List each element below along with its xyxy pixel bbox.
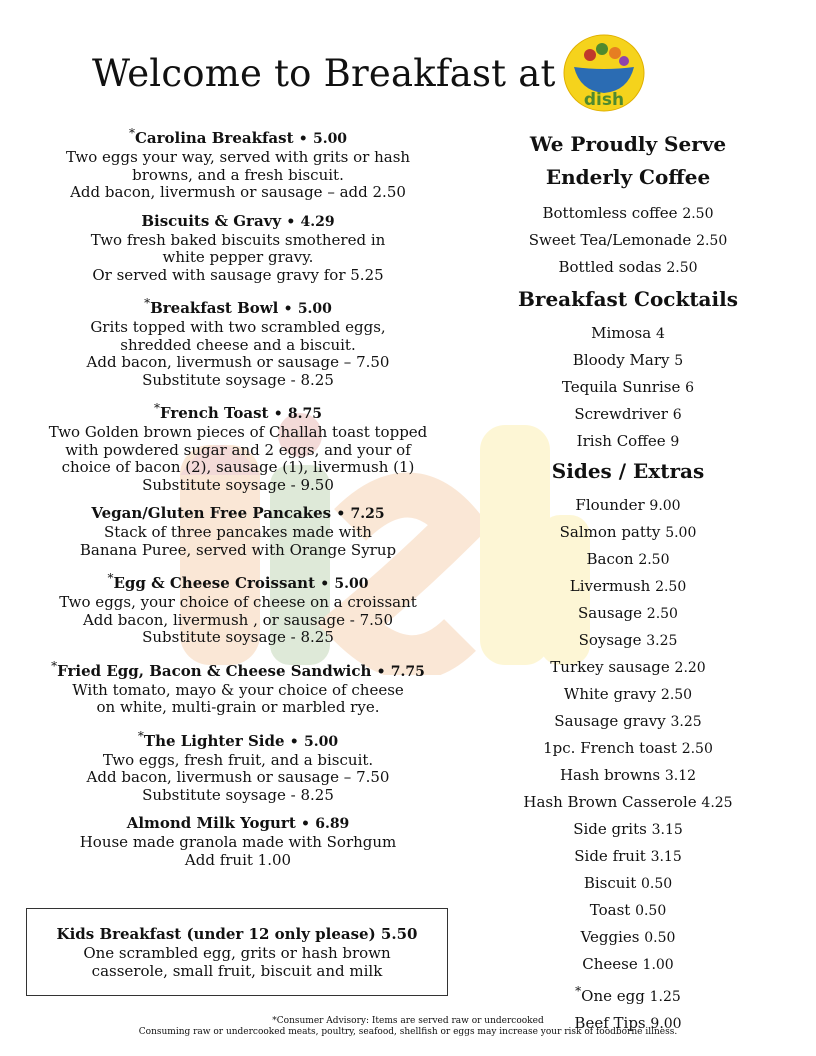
menu-item-description: browns, and a fresh biscuit. bbox=[132, 165, 344, 184]
price-list-item bbox=[508, 320, 748, 347]
menu-item-heading bbox=[24, 294, 452, 319]
price-list-item bbox=[508, 200, 748, 227]
menu-item-description: Add bacon, livermush or sausage – 7.50 bbox=[86, 768, 390, 786]
menu-item bbox=[24, 124, 452, 202]
price-list-item-price: 1.00 bbox=[642, 957, 674, 973]
menu-item-description: choice of bacon (2), sausage (1), livermush (1) bbox=[61, 458, 415, 476]
bullet-separator: • bbox=[298, 131, 308, 147]
price-list-item-price: 0.50 bbox=[641, 876, 673, 892]
price-list-item bbox=[508, 924, 748, 951]
menu-item-description: Two eggs, your choice of cheese on a croissant bbox=[59, 593, 417, 611]
menu-item bbox=[24, 814, 452, 869]
price-list-item-price: 9.00 bbox=[650, 1016, 682, 1032]
price-list-item-name: Side grits bbox=[573, 820, 647, 838]
price-list-item-price: 3.25 bbox=[646, 633, 678, 649]
menu-item-description: white pepper gravy. bbox=[162, 248, 314, 266]
menu-item-price: 5.00 bbox=[334, 576, 369, 592]
drinks-list bbox=[508, 200, 748, 281]
menu-item-price: 6.89 bbox=[315, 816, 350, 832]
price-list-item-price: 2.50 bbox=[638, 552, 670, 568]
coffee-heading: We Proudly Serve bbox=[529, 132, 727, 156]
menu-item bbox=[24, 504, 452, 559]
menu-item-price: 5.00 bbox=[312, 131, 348, 147]
menu-item-heading bbox=[24, 569, 452, 594]
advisory-star: * bbox=[128, 126, 135, 140]
price-list-item bbox=[508, 573, 748, 600]
menu-item-heading bbox=[24, 124, 452, 149]
price-list-item-price: 4 bbox=[655, 326, 665, 342]
menu-item-heading bbox=[24, 212, 452, 232]
breakfast-items-column bbox=[24, 124, 452, 879]
price-list-item-price: 3.12 bbox=[664, 768, 697, 784]
kids-breakfast-line: casserole, small fruit, biscuit and milk bbox=[91, 962, 383, 980]
menu-item-description: Add bacon, livermush , or sausage - 7.50 bbox=[82, 610, 394, 629]
menu-item-description: Two eggs, fresh fruit, and a biscuit. bbox=[102, 750, 374, 769]
price-list-item-name: Turkey sausage bbox=[550, 658, 670, 676]
price-list-item-name: Soysage bbox=[578, 631, 642, 649]
price-list-item bbox=[508, 897, 748, 924]
menu-item-description: Two fresh baked biscuits smothered in bbox=[90, 230, 386, 249]
price-list-item-name: Bacon bbox=[586, 550, 634, 568]
price-list-item-price: 2.20 bbox=[674, 660, 706, 676]
page-title: Welcome to Breakfast at bbox=[92, 52, 556, 95]
menu-item-price: 7.75 bbox=[390, 663, 425, 680]
cocktails-heading: Breakfast Cocktails bbox=[518, 287, 738, 311]
price-list-item-name: Bloody Mary bbox=[572, 351, 670, 369]
advisory-star: * bbox=[144, 296, 151, 310]
menu-item-name: The Lighter Side bbox=[143, 731, 285, 750]
price-list-item-name: Cheese bbox=[582, 955, 638, 973]
price-list-item-name: 1pc. French toast bbox=[543, 739, 677, 757]
menu-item-description: Two Golden brown pieces of Challah toast topped bbox=[48, 423, 428, 441]
advisory-star: * bbox=[575, 984, 582, 998]
menu-item-description: Banana Puree, served with Orange Syrup bbox=[79, 540, 397, 559]
advisory-star: * bbox=[153, 401, 160, 415]
price-list-item-name: Veggies bbox=[580, 928, 640, 946]
price-list-item-price: 5.00 bbox=[665, 525, 697, 541]
price-list-item-price: 3.15 bbox=[650, 849, 682, 865]
menu-item-name: Carolina Breakfast bbox=[134, 129, 294, 147]
price-list-item-name: Biscuit bbox=[583, 874, 637, 892]
menu-item-heading bbox=[24, 399, 452, 424]
price-list-item-price: 3.25 bbox=[670, 714, 702, 730]
advisory-star: * bbox=[137, 728, 144, 743]
menu-item-name: Breakfast Bowl bbox=[150, 299, 279, 317]
menu-item-description: Substitute soysage - 8.25 bbox=[142, 628, 334, 646]
menu-item bbox=[24, 294, 452, 389]
logo-text: dish bbox=[583, 90, 625, 110]
menu-item-name: Fried Egg, Bacon & Cheese Sandwich bbox=[57, 661, 372, 680]
price-list-item-name: Bottled sodas bbox=[558, 258, 662, 276]
advisory-line: Consuming raw or undercooked meats, poultry, seafood, shellfish or eggs may increase your risk of foodborne illness. bbox=[138, 1027, 678, 1037]
menu-item-description: Substitute soysage - 9.50 bbox=[142, 475, 334, 494]
menu-item-description: House made granola made with Sorhgum bbox=[79, 833, 397, 851]
menu-item-price: 8.75 bbox=[287, 406, 323, 422]
price-list-item-price: 1.25 bbox=[649, 989, 681, 1005]
price-list-item-price: 2.50 bbox=[696, 233, 728, 249]
menu-item bbox=[24, 727, 452, 805]
menu-item-price: 5.00 bbox=[303, 733, 339, 750]
bullet-separator: • bbox=[283, 301, 293, 317]
bullet-separator: • bbox=[301, 816, 310, 832]
menu-item-description: Or served with sausage gravy for 5.25 bbox=[92, 265, 384, 284]
price-list-item bbox=[508, 870, 748, 897]
price-list-item bbox=[508, 708, 748, 735]
price-list-item-price: 3.15 bbox=[651, 822, 683, 838]
price-list-item-name: Bottomless coffee bbox=[542, 204, 678, 222]
menu-item-price: 5.00 bbox=[297, 301, 332, 317]
menu-item bbox=[24, 399, 452, 494]
menu-item-description: on white, multi-grain or marbled rye. bbox=[96, 698, 380, 716]
bullet-separator: • bbox=[320, 576, 330, 592]
price-list-item-price: 2.50 bbox=[666, 260, 698, 276]
kids-breakfast-line: One scrambled egg, grits or hash brown bbox=[83, 944, 391, 962]
price-list-item-price: 0.50 bbox=[635, 903, 667, 919]
bullet-separator: • bbox=[376, 663, 386, 680]
price-list-item-price: 9 bbox=[670, 434, 680, 450]
menu-item-name: Biscuits & Gravy bbox=[141, 211, 282, 230]
bullet-separator: • bbox=[336, 506, 346, 522]
menu-item-description: Add bacon, livermush or sausage – 7.50 bbox=[86, 353, 390, 371]
price-list-item bbox=[508, 951, 748, 978]
price-list-item-name: Beef Tips bbox=[574, 1014, 646, 1032]
advisory-line: *Consumer Advisory: Items are served raw or undercooked bbox=[272, 1016, 544, 1026]
price-list-item bbox=[508, 627, 748, 654]
price-list-item bbox=[508, 492, 748, 519]
price-list-item-name: Sausage gravy bbox=[554, 712, 666, 730]
price-list-item-name: Tequila Sunrise bbox=[561, 378, 681, 396]
price-list-item bbox=[508, 428, 748, 455]
price-list-item-name: Flounder bbox=[575, 496, 645, 514]
menu-item-price: 7.25 bbox=[350, 506, 385, 522]
price-list-item-name: Salmon patty bbox=[559, 523, 661, 541]
price-list-item-price: 2.50 bbox=[682, 206, 714, 222]
price-list-item bbox=[508, 227, 748, 254]
menu-item-description: Two eggs your way, served with grits or hash bbox=[65, 148, 411, 166]
price-list-item bbox=[508, 654, 748, 681]
price-list-item-name: Toast bbox=[589, 901, 631, 919]
price-list-item-name: Hash browns bbox=[559, 766, 661, 784]
price-list-item-name: Sweet Tea/Lemonade bbox=[528, 231, 692, 249]
price-list-item-name: White gravy bbox=[563, 685, 657, 703]
menu-item-description: shredded cheese and a biscuit. bbox=[120, 335, 356, 354]
price-list-item-price: 6 bbox=[685, 380, 695, 396]
price-list-item bbox=[508, 519, 748, 546]
menu-item bbox=[24, 657, 452, 717]
price-list-item bbox=[508, 735, 748, 762]
menu-item-description: With tomato, mayo & your choice of cheese bbox=[72, 680, 404, 699]
price-list-item-name: Screwdriver bbox=[574, 405, 668, 423]
menu-item-heading bbox=[24, 504, 452, 524]
price-list-item-name: Irish Coffee bbox=[576, 432, 666, 450]
price-list-item-price: 4.25 bbox=[701, 795, 733, 811]
price-list-item-name: One egg bbox=[581, 987, 645, 1005]
price-list-item-name: Mimosa bbox=[591, 324, 652, 342]
price-list-item-name: Livermush bbox=[569, 577, 651, 595]
menu-item-description: Substitute soysage - 8.25 bbox=[142, 785, 334, 804]
dish-logo-icon bbox=[562, 33, 646, 113]
consumer-advisory bbox=[0, 1016, 816, 1038]
menu-item-name: French Toast bbox=[159, 404, 269, 422]
kids-breakfast-title: Kids Breakfast (under 12 only please) 5.50 bbox=[56, 925, 418, 943]
menu-item-price: 4.29 bbox=[300, 213, 335, 230]
price-list-item-price: 2.50 bbox=[655, 579, 687, 595]
price-list-item bbox=[508, 789, 748, 816]
price-list-item bbox=[508, 978, 748, 1010]
price-list-item-price: 2.50 bbox=[660, 687, 693, 703]
bullet-separator: • bbox=[273, 406, 283, 422]
coffee-heading: Enderly Coffee bbox=[545, 165, 711, 189]
drinks-and-sides-column bbox=[508, 128, 748, 1037]
menu-item-description: Grits topped with two scrambled eggs, bbox=[90, 318, 386, 336]
price-list-item bbox=[508, 681, 748, 708]
menu-item-heading bbox=[24, 657, 452, 682]
menu-item-name: Almond Milk Yogurt bbox=[126, 814, 296, 832]
menu-item-description: Stack of three pancakes made with bbox=[104, 523, 372, 541]
price-list-item-name: Hash Brown Casserole bbox=[523, 793, 697, 811]
price-list-item-price: 2.50 bbox=[646, 606, 678, 622]
price-list-item-name: Side fruit bbox=[574, 847, 646, 865]
cocktails-list bbox=[508, 320, 748, 455]
kids-breakfast-box bbox=[26, 908, 448, 996]
price-list-item bbox=[508, 401, 748, 428]
menu-item-heading bbox=[24, 727, 452, 752]
advisory-star: * bbox=[107, 571, 114, 585]
price-list-item bbox=[508, 843, 748, 870]
menu-item-name: Vegan/Gluten Free Pancakes bbox=[91, 504, 332, 522]
menu-item bbox=[24, 569, 452, 647]
menu-item-name: Egg & Cheese Croissant bbox=[113, 574, 315, 592]
price-list-item-price: 9.00 bbox=[649, 498, 681, 514]
price-list-item-price: 2.50 bbox=[681, 741, 713, 757]
price-list-item bbox=[508, 374, 748, 401]
price-list-item-price: 0.50 bbox=[644, 930, 676, 946]
advisory-star: * bbox=[51, 658, 58, 673]
price-list-item bbox=[508, 816, 748, 843]
sides-heading: Sides / Extras bbox=[551, 459, 705, 483]
menu-item-description: Add bacon, livermush or sausage – add 2.50 bbox=[70, 183, 406, 201]
menu-item-heading bbox=[24, 814, 452, 834]
price-list-item-price: 5 bbox=[674, 353, 684, 369]
menu-item-description: Add fruit 1.00 bbox=[184, 850, 292, 869]
menu-item-description: with powdered sugar and 2 eggs, and your of bbox=[65, 440, 411, 459]
menu-item-description: Substitute soysage - 8.25 bbox=[142, 370, 334, 389]
price-list-item bbox=[508, 600, 748, 627]
price-list-item-name: Sausage bbox=[578, 604, 643, 622]
price-list-item bbox=[508, 347, 748, 374]
price-list-item-price: 6 bbox=[672, 407, 682, 423]
price-list-item bbox=[508, 254, 748, 281]
bullet-separator: • bbox=[286, 213, 296, 230]
price-list-item bbox=[508, 546, 748, 573]
price-list-item bbox=[508, 762, 748, 789]
sides-list bbox=[508, 492, 748, 1037]
menu-item bbox=[24, 212, 452, 285]
bullet-separator: • bbox=[289, 733, 299, 750]
